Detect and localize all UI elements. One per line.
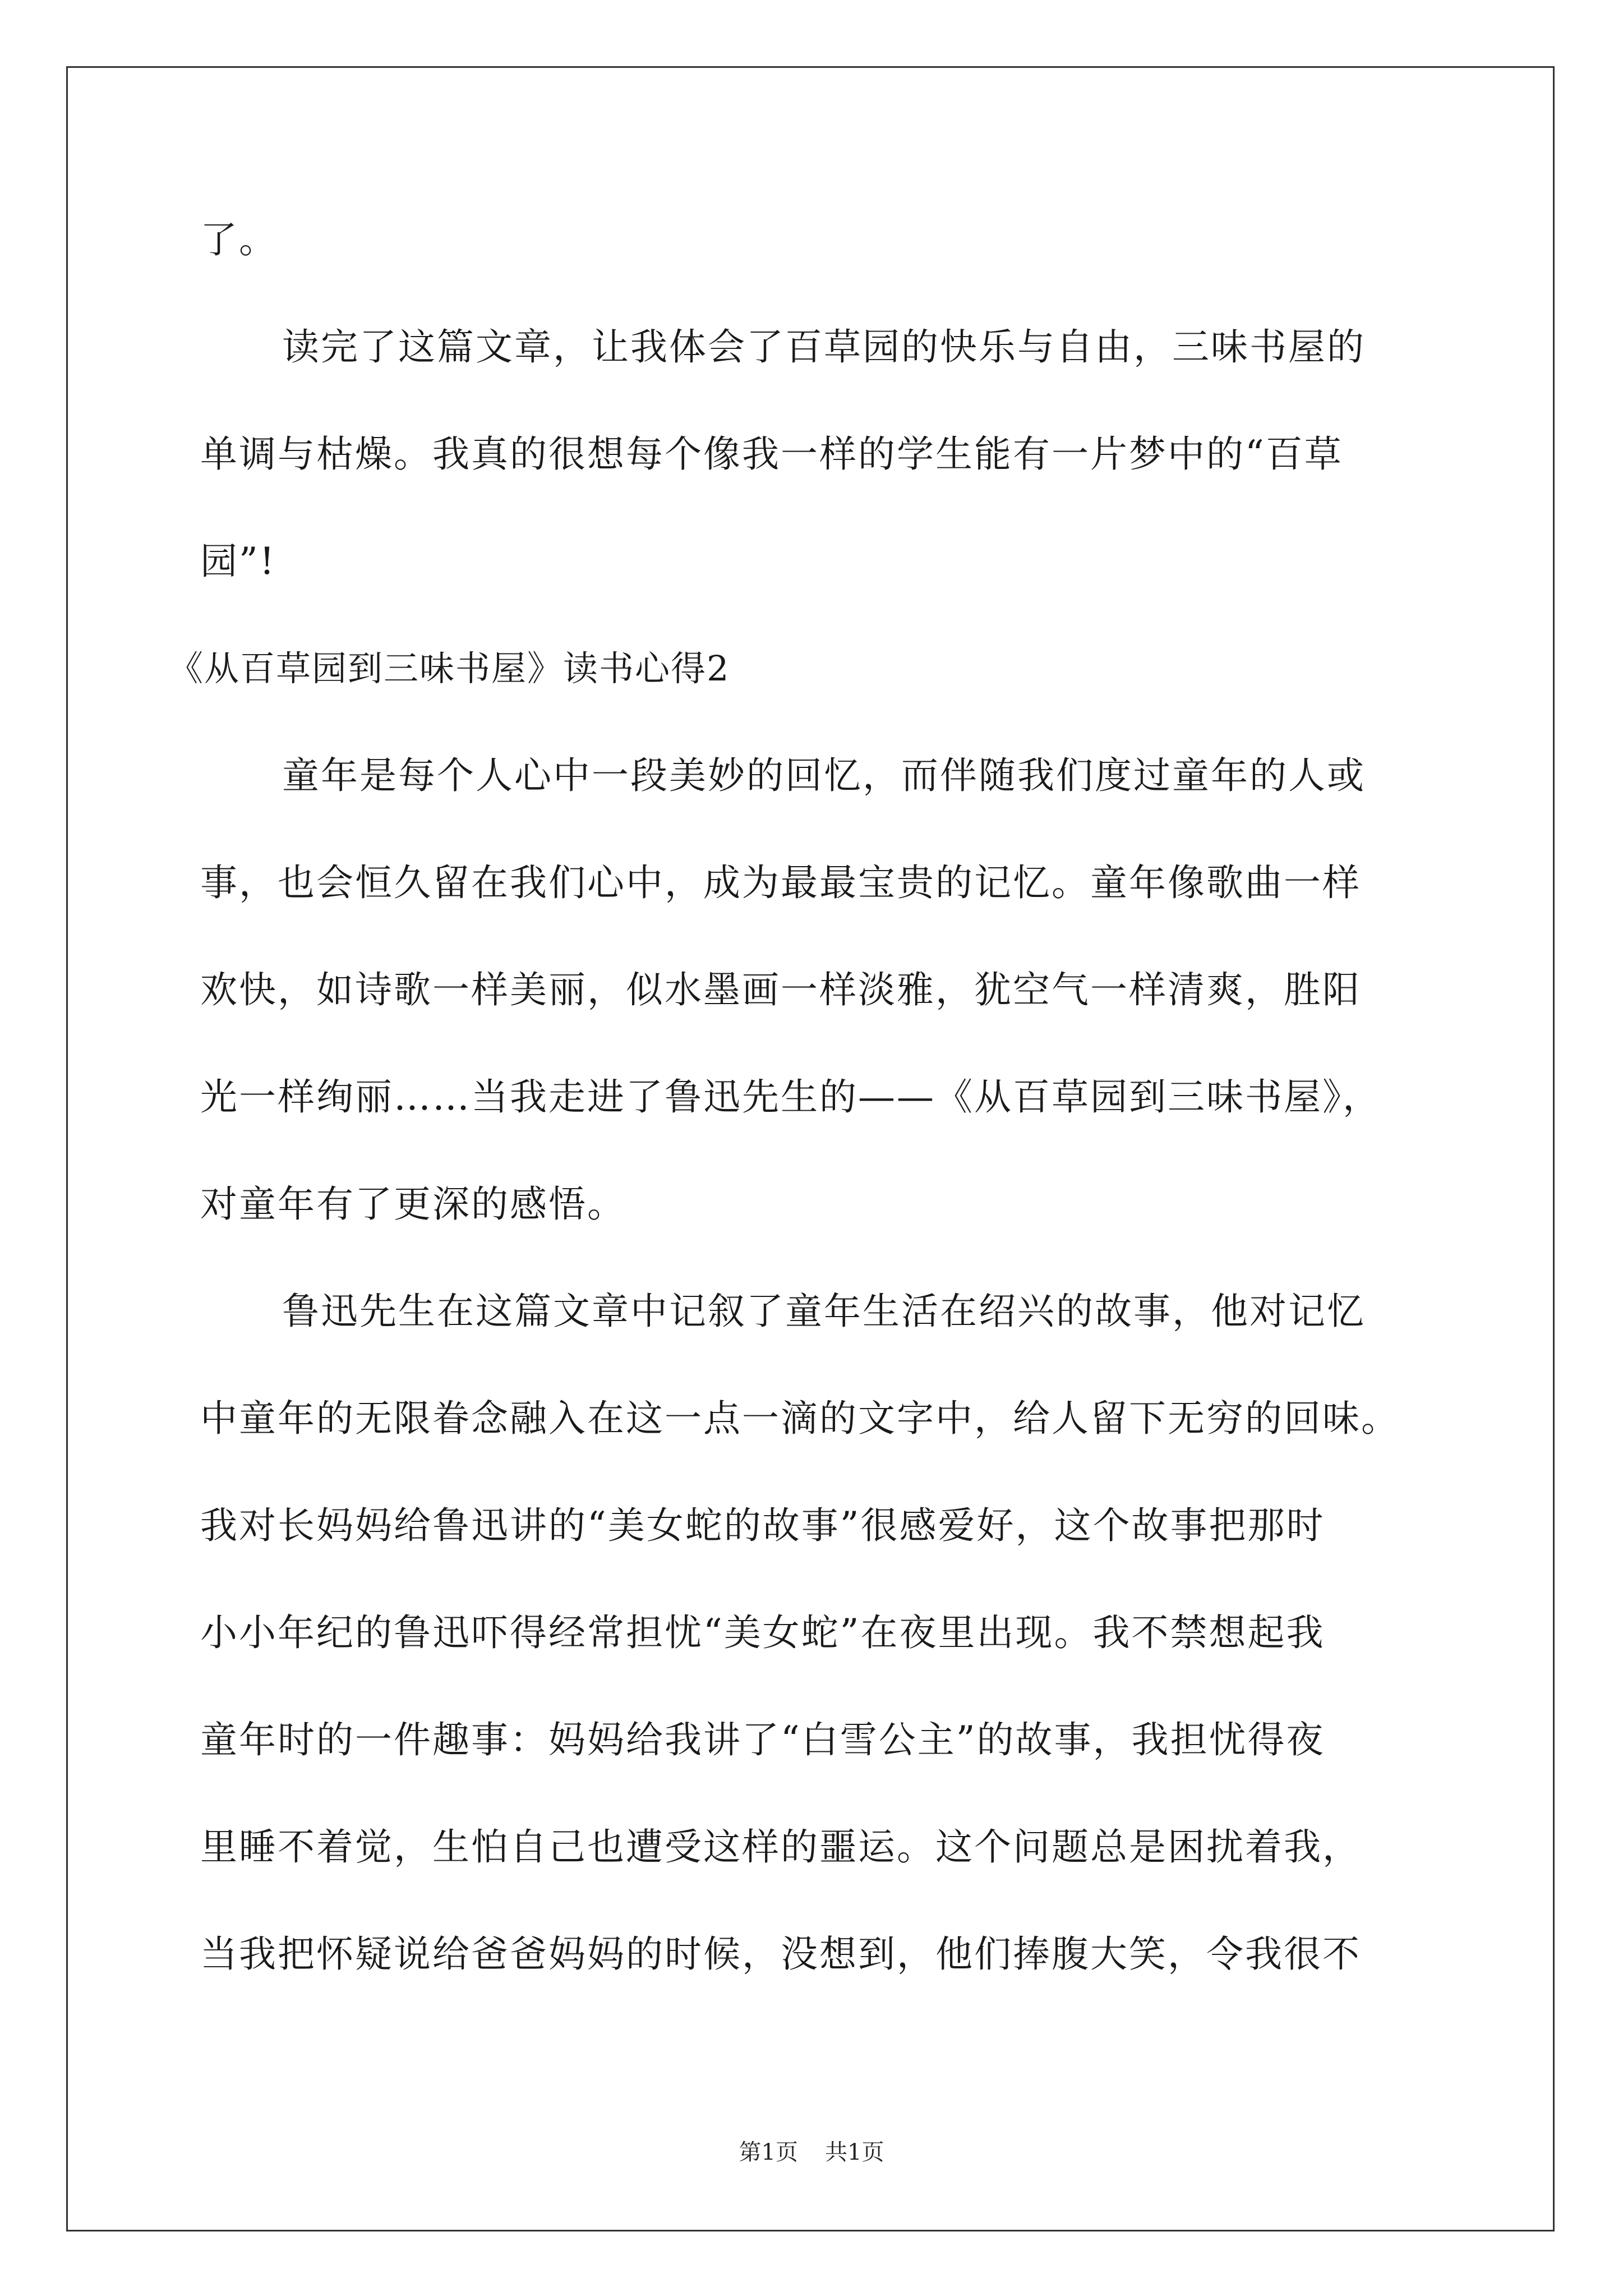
page-footer	[0, 2134, 1623, 2166]
section-title: 《从百草园到三味书屋》读书心得2	[168, 648, 730, 689]
text-line: 欢快，如诗歌一样美丽，似水墨画一样淡雅，犹空气一样清爽，胜阳	[200, 968, 1361, 1011]
text-line: 中童年的无限眷念融入在这一点一滴的文字中，给人留下无穷的回味。	[200, 1397, 1400, 1440]
text-line: 里睡不着觉，生怕自己也遭受这样的噩运。这个问题总是困扰着我，	[200, 1825, 1361, 1869]
text-line: 童年时的一件趣事：妈妈给我讲了“白雪公主”的故事，我担忧得夜	[200, 1718, 1325, 1761]
text-line: 当我把怀疑说给爸爸妈妈的时候，没想到，他们捧腹大笑，令我很不	[200, 1932, 1361, 1976]
text-line: 单调与枯燥。我真的很想每个像我一样的学生能有一片梦中的“百草	[200, 432, 1343, 476]
text-line: 小小年纪的鲁迅吓得经常担忧“美女蛇”在夜里出现。我不禁想起我	[200, 1611, 1325, 1654]
text-line: 童年是每个人心中一段美妙的回忆，而伴随我们度过童年的人或	[282, 754, 1366, 797]
page-number: 第1页	[739, 2139, 798, 2165]
text-line: 对童年有了更深的感悟。	[200, 1182, 626, 1226]
text-line: 园”!	[200, 540, 276, 583]
text-line: 读完了这篇文章，让我体会了百草园的快乐与自由，三味书屋的	[282, 325, 1366, 369]
text-line: 我对长妈妈给鲁迅讲的“美女蛇的故事”很感爱好，这个故事把那时	[200, 1504, 1325, 1547]
text-line: 事，也会恒久留在我们心中，成为最最宝贵的记忆。童年像歌曲一样	[200, 861, 1361, 904]
text-line: 鲁迅先生在这篇文章中记叙了童年生活在绍兴的故事，他对记忆	[282, 1290, 1366, 1333]
page-total: 共1页	[825, 2139, 884, 2165]
text-line: 光一样绚丽……当我走进了鲁迅先生的——《从百草园到三味书屋》，	[200, 1075, 1381, 1119]
text-line: 了。	[200, 218, 278, 261]
document-body	[168, 218, 1440, 2039]
